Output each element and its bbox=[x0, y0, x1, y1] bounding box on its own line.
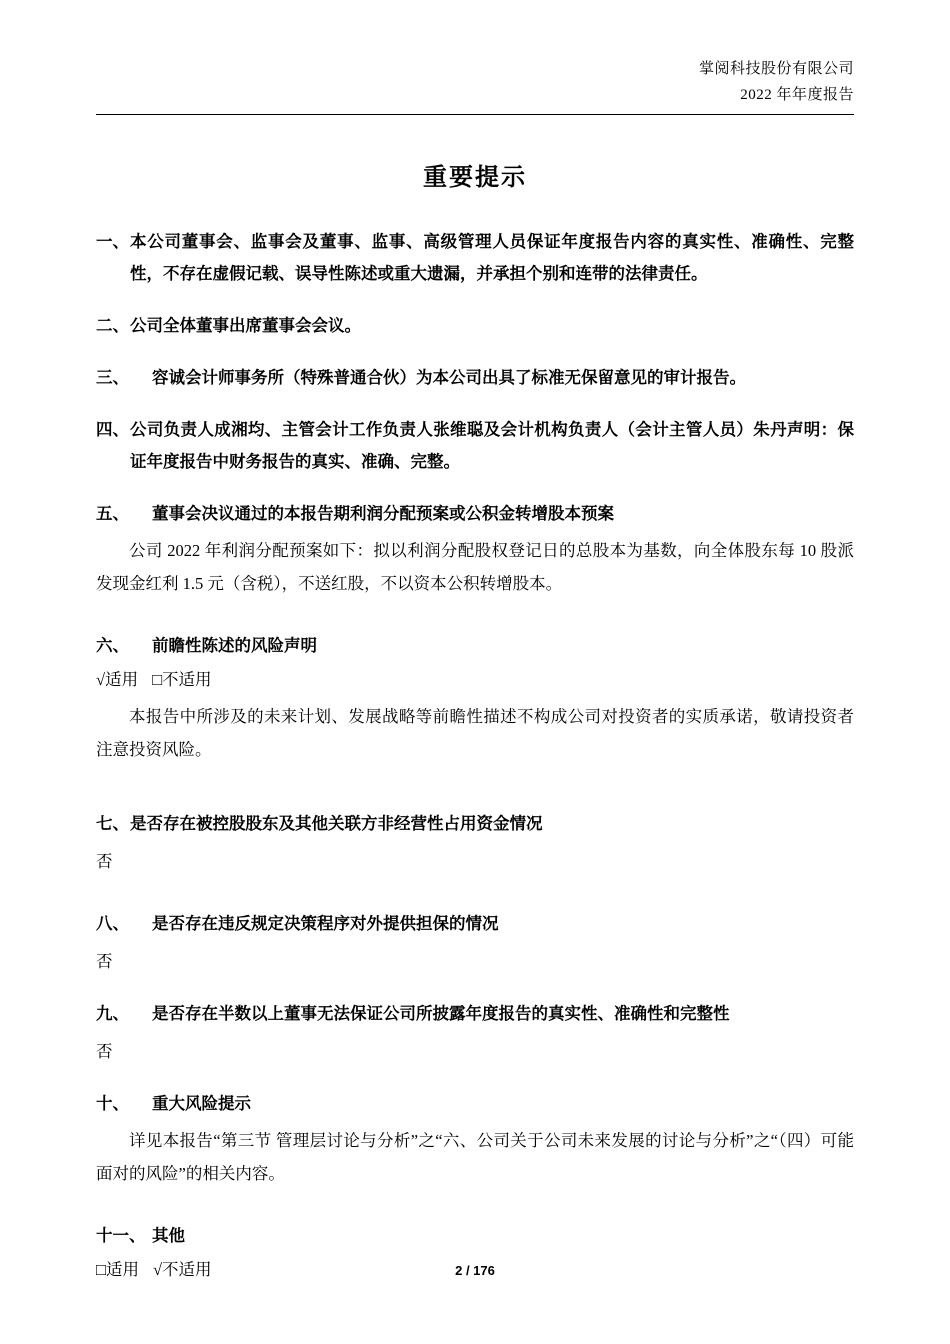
not-applicable-label: 不适用 bbox=[162, 670, 212, 689]
notice-item-2 bbox=[96, 310, 854, 342]
page-footer bbox=[0, 1263, 950, 1278]
item-text: 是否存在违反规定决策程序对外提供担保的情况 bbox=[152, 914, 499, 933]
item-text: 重大风险提示 bbox=[152, 1094, 251, 1113]
applicable-label: 适用 bbox=[105, 670, 139, 689]
item-text: 前瞻性陈述的风险声明 bbox=[152, 636, 317, 655]
not-applicable-checkbox[interactable]: √ bbox=[152, 1260, 163, 1279]
item-number: 三、 bbox=[96, 368, 129, 387]
applicable-checkbox[interactable]: □ bbox=[96, 1260, 106, 1279]
item-number: 四、 bbox=[96, 420, 129, 439]
notice-item-8 bbox=[96, 908, 854, 978]
item-body: 公司 2022 年利润分配预案如下：拟以利润分配股权登记日的总股本为基数，向全体股东每 10 股派发现金红利 1.5 元（含税），不送红股，不以资本公积转增股本。 bbox=[96, 541, 854, 593]
item-text: 是否存在半数以上董事无法保证公司所披露年度报告的真实性、准确性和完整性 bbox=[152, 1004, 730, 1023]
applicable-checkbox[interactable]: √ bbox=[96, 670, 106, 689]
header-company-name: 掌阅科技股份有限公司 bbox=[698, 61, 854, 77]
item-text: 容诚会计师事务所（特殊普通合伙）为本公司出具了标准无保留意见的审计报告。 bbox=[152, 368, 746, 387]
item-number: 一、 bbox=[96, 232, 129, 251]
notice-item-3 bbox=[96, 362, 854, 394]
item-number: 二、 bbox=[96, 316, 129, 335]
item-number: 九、 bbox=[96, 1004, 129, 1023]
page-title: 重要提示 bbox=[423, 165, 527, 191]
item-number: 十一、 bbox=[96, 1226, 146, 1245]
notice-item-9 bbox=[96, 998, 854, 1068]
item-answer: 否 bbox=[96, 1042, 113, 1061]
item-number: 七、 bbox=[96, 814, 129, 833]
item-text: 公司全体董事出席董事会会议。 bbox=[130, 316, 361, 335]
header-report-name: 2022 年年度报告 bbox=[740, 87, 854, 103]
item-body: 本报告中所涉及的未来计划、发展战略等前瞻性描述不构成公司对投资者的实质承诺，敬请投资者注意投资风险。 bbox=[96, 707, 854, 759]
notice-item-1 bbox=[96, 226, 854, 290]
item-number: 十、 bbox=[96, 1094, 129, 1113]
not-applicable-checkbox[interactable]: □ bbox=[152, 670, 163, 689]
item-body: 详见本报告“第三节 管理层讨论与分析”之“六、公司关于公司未来发展的讨论与分析”之“（四）可能面对的风险”的相关内容。 bbox=[96, 1131, 854, 1183]
notice-item-4 bbox=[96, 414, 854, 478]
item-number: 八、 bbox=[96, 914, 129, 933]
notice-item-7 bbox=[96, 808, 854, 878]
item-text: 公司负责人成湘均、主管会计工作负责人张维聪及会计机构负责人（会计主管人员）朱丹声明：保证年度报告中财务报告的真实、准确、完整。 bbox=[130, 420, 854, 471]
page-header bbox=[96, 56, 854, 115]
item-number: 六、 bbox=[96, 636, 129, 655]
item-answer: 否 bbox=[96, 952, 113, 971]
item-text: 董事会决议通过的本报告期利润分配预案或公积金转增股本预案 bbox=[152, 504, 614, 523]
not-applicable-label: 不适用 bbox=[162, 1260, 212, 1279]
item-text: 是否存在被控股股东及其他关联方非经营性占用资金情况 bbox=[130, 814, 543, 833]
applicability-checkline bbox=[96, 664, 854, 696]
item-text: 本公司董事会、监事会及董事、监事、高级管理人员保证年度报告内容的真实性、准确性、完整性，不存在虚假记载、误导性陈述或重大遗漏，并承担个别和连带的法律责任。 bbox=[130, 232, 854, 283]
notice-item-5 bbox=[96, 498, 854, 600]
item-text: 其他 bbox=[152, 1226, 185, 1245]
item-number: 五、 bbox=[96, 504, 129, 523]
notice-item-6 bbox=[96, 630, 854, 766]
notice-item-10 bbox=[96, 1088, 854, 1190]
applicable-label: 适用 bbox=[105, 1260, 139, 1279]
page-number: 2 / 176 bbox=[455, 1263, 495, 1278]
item-answer: 否 bbox=[96, 852, 113, 871]
